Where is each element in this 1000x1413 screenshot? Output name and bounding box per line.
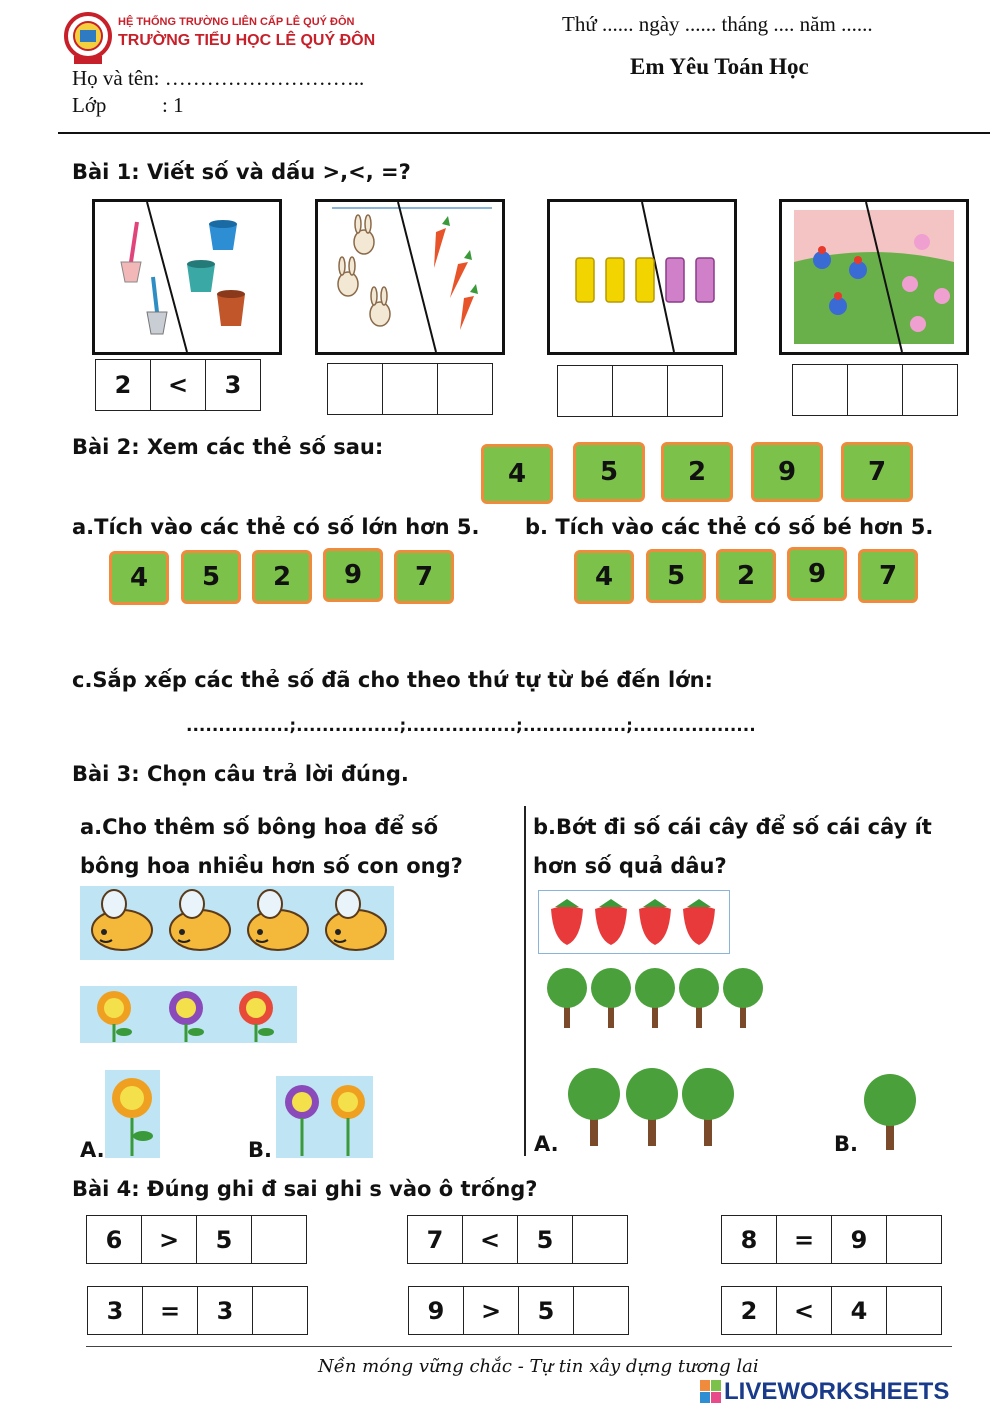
column-divider [524,806,526,1156]
bai1-picture-chickens [779,199,969,355]
answer-cell[interactable] [438,364,492,414]
statement-cell: > [142,1216,197,1263]
strawberries-image [538,890,730,954]
worksheet-title: Em Yêu Toán Học [630,54,809,79]
answer-cell[interactable]: < [151,360,206,410]
bai4-statement [408,1286,629,1335]
answer-cell[interactable]: 2 [96,360,151,410]
student-name-line: Họ và tên: ……………………….. [72,66,365,90]
bai1-picture-shovels-buckets [92,199,282,355]
bai2-heading: Bài 2: Xem các thẻ số sau: [72,435,384,459]
bai3a-option-a-label[interactable]: A. [80,1138,105,1162]
footer-slogan: Nền móng vững chắc - Tự tin xây dựng tương lai [318,1356,759,1377]
school-system-name: HỆ THỐNG TRƯỜNG LIÊN CẤP LÊ QUÝ ĐÔN [118,16,355,28]
number-card: 5 [573,442,645,502]
answer-cell[interactable] [668,366,722,416]
statement-cell: 3 [198,1287,253,1334]
bai3-part-b-line2: hơn số quả dâu? [533,854,727,878]
statement-cell: < [777,1287,832,1334]
option-a-flower-image[interactable] [105,1070,160,1158]
bai1-answer-row-2 [327,363,493,415]
statement-cell: < [463,1216,518,1263]
statement-cell: = [777,1216,832,1263]
answer-cell[interactable] [328,364,383,414]
class-label: Lớp [72,93,107,117]
bai4-statement [407,1215,628,1264]
answer-cell[interactable] [558,366,613,416]
check-card-b[interactable]: 5 [646,549,706,603]
bai2-part-a: a.Tích vào các thẻ có số lớn hơn 5. [72,515,480,539]
bai1-answer-row-1 [95,359,261,411]
check-card-b[interactable]: 2 [716,549,776,603]
bai3-part-a-line2: bông hoa nhiều hơn số con ong? [80,854,463,878]
option-b-tree-image[interactable] [860,1072,920,1152]
check-card-a[interactable]: 5 [181,550,241,604]
bees-image [80,886,394,960]
answer-cell[interactable] [848,365,903,415]
liveworksheets-brand: LIVEWORKSHEETS [724,1378,950,1405]
statement-cell: 5 [519,1287,574,1334]
number-card: 9 [751,442,823,502]
bai4-statement [721,1215,942,1264]
true-false-input[interactable] [253,1287,307,1334]
statement-cell: 9 [409,1287,464,1334]
footer-divider [86,1346,952,1347]
answer-cell[interactable] [613,366,668,416]
header-divider [58,132,990,134]
option-b-flowers-image[interactable] [276,1076,373,1158]
bai3-heading: Bài 3: Chọn câu trả lời đúng. [72,762,409,786]
bai3-part-b-line1: b.Bớt đi số cái cây để số cái cây ít [533,815,932,839]
liveworksheets-logo-icon [700,1380,722,1404]
statement-cell: 7 [408,1216,463,1263]
flowers-image [80,986,297,1043]
check-card-b[interactable]: 9 [787,547,847,601]
date-line: Thứ ...... ngày ...... tháng .... năm ...... [562,12,873,36]
statement-cell: 5 [197,1216,252,1263]
bai3a-option-b-label[interactable]: B. [248,1138,272,1162]
answer-cell[interactable] [793,365,848,415]
bai1-picture-cups [547,199,737,355]
bai4-statement [721,1286,942,1335]
true-false-input[interactable] [887,1287,941,1334]
sort-answer-line[interactable]: ................;................;.................;................;................... [186,716,756,736]
statement-cell: 8 [722,1216,777,1263]
check-card-b[interactable]: 7 [858,549,918,603]
bai3-part-a-line1: a.Cho thêm số bông hoa để số [80,815,439,839]
true-false-input[interactable] [574,1287,628,1334]
bai4-heading: Bài 4: Đúng ghi đ sai ghi s vào ô trống? [72,1177,538,1201]
statement-cell: = [143,1287,198,1334]
check-card-b[interactable]: 4 [574,550,634,604]
bai4-statement [87,1286,308,1335]
bai4-statement [86,1215,307,1264]
option-a-trees-image[interactable] [562,1064,740,1148]
number-card: 7 [841,442,913,502]
number-card: 2 [661,442,733,502]
school-logo [64,8,112,68]
statement-cell: 9 [832,1216,887,1263]
true-false-input[interactable] [252,1216,306,1263]
bai1-answer-row-3 [557,365,723,417]
school-name: TRƯỜNG TIỂU HỌC LÊ QUÝ ĐÔN [118,32,376,49]
true-false-input[interactable] [887,1216,941,1263]
bai2-part-c: c.Sắp xếp các thẻ số đã cho theo thứ tự từ bé đến lớn: [72,668,713,692]
bai3b-option-a-label[interactable]: A. [534,1132,559,1156]
bai3b-option-b-label[interactable]: B. [834,1132,858,1156]
bai1-answer-row-4 [792,364,958,416]
answer-cell[interactable] [383,364,438,414]
bai1-heading: Bài 1: Viết số và dấu >,<, =? [72,160,411,184]
trees-image [538,962,774,1030]
true-false-input[interactable] [573,1216,627,1263]
answer-cell[interactable]: 3 [224,371,242,399]
check-card-a[interactable]: 4 [109,551,169,605]
statement-cell: 3 [88,1287,143,1334]
statement-cell: 6 [87,1216,142,1263]
statement-cell: > [464,1287,519,1334]
number-card: 4 [481,444,553,504]
bai1-picture-rabbits-carrots [315,199,505,355]
answer-cell[interactable] [903,365,957,415]
check-card-a[interactable]: 9 [323,548,383,602]
class-value: : 1 [162,93,184,117]
statement-cell: 2 [722,1287,777,1334]
bai2-part-b: b. Tích vào các thẻ có số bé hơn 5. [525,515,934,539]
check-card-a[interactable]: 7 [394,550,454,604]
check-card-a[interactable]: 2 [252,550,312,604]
statement-cell: 5 [518,1216,573,1263]
statement-cell: 4 [832,1287,887,1334]
